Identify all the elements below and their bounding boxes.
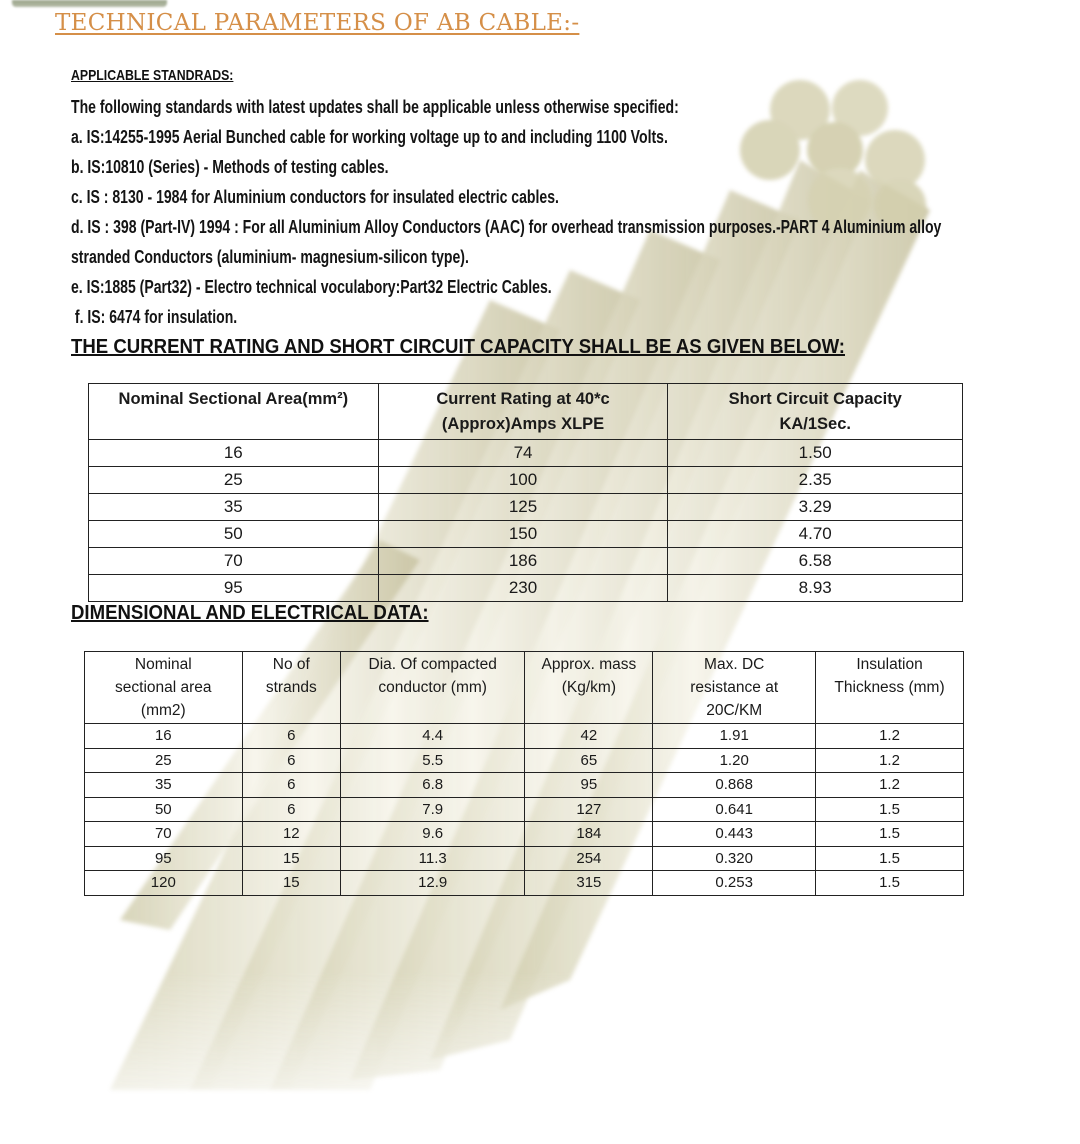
column-header — [85, 652, 243, 724]
header-line: KA/1Sec. — [779, 415, 851, 433]
table-cell: 42 — [525, 724, 653, 749]
table-row — [85, 871, 964, 896]
table-cell: 25 — [85, 748, 243, 773]
table-cell: 125 — [378, 494, 668, 521]
column-header — [653, 652, 816, 724]
table-cell: 70 — [85, 822, 243, 847]
table-row — [89, 575, 963, 602]
table-row — [85, 846, 964, 871]
table-cell: 7.9 — [340, 797, 524, 822]
table-row — [85, 797, 964, 822]
table-cell: 35 — [89, 494, 379, 521]
table-cell: 2.35 — [668, 467, 963, 494]
column-header — [668, 384, 963, 440]
standard-item: c. IS : 8130 - 1984 for Aluminium conductors for insulated electric cables. — [71, 187, 559, 207]
header-line: Thickness (mm) — [834, 679, 945, 696]
table-cell: 35 — [85, 773, 243, 798]
table-cell: 95 — [525, 773, 653, 798]
column-header — [89, 384, 379, 440]
table-cell: 6.8 — [340, 773, 524, 798]
header-line: Nominal — [134, 656, 192, 673]
table-row — [85, 773, 964, 798]
column-header — [525, 652, 653, 724]
table-cell: 50 — [89, 521, 379, 548]
dimensional-heading: DIMENSIONAL AND ELECTRICAL DATA: — [71, 602, 429, 624]
standard-item: b. IS:10810 (Series) - Methods of testing cables. — [71, 157, 389, 177]
header-line: resistance at — [690, 679, 779, 696]
table-cell: 6.58 — [668, 548, 963, 575]
standard-item: e. IS:1885 (Part32) - Electro technical voculabory:Part32 Electric Cables. — [71, 277, 552, 297]
header-line: Approx. mass — [541, 656, 637, 673]
table-cell: 16 — [89, 440, 379, 467]
header-line: (Approx)Amps XLPE — [441, 415, 605, 433]
table-cell: 1.5 — [816, 822, 964, 847]
table-cell: 6 — [242, 748, 340, 773]
table-row — [89, 548, 963, 575]
table-cell: 4.70 — [668, 521, 963, 548]
header-line: Dia. Of compacted — [368, 656, 497, 673]
table-cell: 15 — [242, 846, 340, 871]
header-line: (mm2) — [140, 702, 186, 719]
applicable-standards — [71, 67, 991, 332]
table-cell: 65 — [525, 748, 653, 773]
table-cell: 0.443 — [653, 822, 816, 847]
table-row — [89, 440, 963, 467]
table-cell: 74 — [378, 440, 668, 467]
table-cell: 95 — [85, 846, 243, 871]
header-line: Insulation — [856, 656, 923, 673]
header-line: sectional area — [115, 679, 212, 696]
table-cell: 230 — [378, 575, 668, 602]
table-cell: 15 — [242, 871, 340, 896]
table-cell: 1.2 — [816, 748, 964, 773]
header-line: Short Circuit Capacity — [728, 390, 902, 408]
header-line: conductor (mm) — [378, 679, 487, 696]
standard-item: stranded Conductors (aluminium- magnesium-silicon type). — [71, 247, 469, 267]
table-cell: 184 — [525, 822, 653, 847]
table-cell: 315 — [525, 871, 653, 896]
table-cell: 0.320 — [653, 846, 816, 871]
table-cell: 6 — [242, 797, 340, 822]
table-cell: 16 — [85, 724, 243, 749]
table-cell: 186 — [378, 548, 668, 575]
table-cell: 1.91 — [653, 724, 816, 749]
table-row — [89, 521, 963, 548]
column-header — [242, 652, 340, 724]
table-cell: 1.2 — [816, 773, 964, 798]
table-cell: 12.9 — [340, 871, 524, 896]
table-cell: 5.5 — [340, 748, 524, 773]
table-cell: 1.5 — [816, 871, 964, 896]
table-cell: 1.5 — [816, 797, 964, 822]
header-line: Max. DC — [704, 656, 765, 673]
table-cell: 95 — [89, 575, 379, 602]
standard-item: f. IS: 6474 for insulation. — [71, 307, 238, 327]
column-header — [378, 384, 668, 440]
column-header — [816, 652, 964, 724]
table-cell: 11.3 — [340, 846, 524, 871]
current-rating-table — [88, 383, 963, 602]
table-cell: 0.641 — [653, 797, 816, 822]
standard-item: a. IS:14255-1995 Aerial Bunched cable for working voltage up to and including 1100 Volts. — [71, 127, 668, 147]
table-cell: 25 — [89, 467, 379, 494]
header-line: No of — [272, 656, 310, 673]
table-cell: 9.6 — [340, 822, 524, 847]
standards-heading: APPLICABLE STANDRADS: — [71, 67, 234, 84]
table-cell: 127 — [525, 797, 653, 822]
standard-item: d. IS : 398 (Part-IV) 1994 : For all Aluminium Alloy Conductors (AAC) for overhead transmission purposes.-PART 4 Aluminium alloy — [71, 217, 942, 237]
table-cell: 120 — [85, 871, 243, 896]
header-line: (Kg/km) — [561, 679, 616, 696]
table-row — [85, 724, 964, 749]
table-row — [85, 748, 964, 773]
table-cell: 6 — [242, 724, 340, 749]
table-cell: 0.253 — [653, 871, 816, 896]
dimensional-data-table — [84, 651, 964, 896]
table-cell: 8.93 — [668, 575, 963, 602]
table-cell: 0.868 — [653, 773, 816, 798]
table-cell: 70 — [89, 548, 379, 575]
table-cell: 1.50 — [668, 440, 963, 467]
header-line: strands — [265, 679, 317, 696]
table-cell: 150 — [378, 521, 668, 548]
table-cell: 1.2 — [816, 724, 964, 749]
table-cell: 6 — [242, 773, 340, 798]
header-line: 20C/KM — [706, 702, 763, 719]
header-line: Nominal Sectional Area(mm²) — [118, 390, 349, 408]
current-rating-heading: THE CURRENT RATING AND SHORT CIRCUIT CAPACITY SHALL BE AS GIVEN BELOW: — [71, 336, 845, 358]
table-cell: 50 — [85, 797, 243, 822]
table-row — [89, 494, 963, 521]
column-header — [340, 652, 524, 724]
standards-intro: The following standards with latest updates shall be applicable unless otherwise specified: — [71, 97, 679, 117]
table-cell: 1.5 — [816, 846, 964, 871]
table-cell: 1.20 — [653, 748, 816, 773]
page-title: TECHNICAL PARAMETERS OF AB CABLE:- — [55, 10, 580, 36]
table-row — [85, 822, 964, 847]
header-line: Current Rating at 40*c — [436, 390, 610, 408]
table-cell: 254 — [525, 846, 653, 871]
table-cell: 12 — [242, 822, 340, 847]
table-row — [89, 467, 963, 494]
table-cell: 3.29 — [668, 494, 963, 521]
table-cell: 4.4 — [340, 724, 524, 749]
table-cell: 100 — [378, 467, 668, 494]
